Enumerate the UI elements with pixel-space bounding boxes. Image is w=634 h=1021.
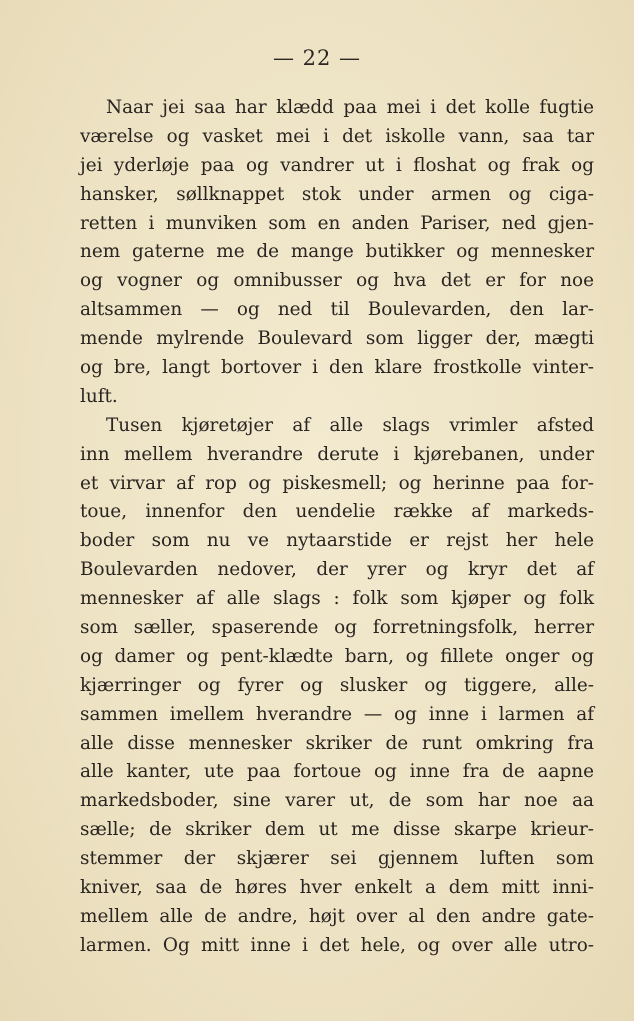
text-line: sælle; de skriker dem ut me disse skarpe krieur- bbox=[80, 819, 594, 841]
text-line: og bre, langt bortover i den klare frostkolle vinter- bbox=[80, 357, 594, 379]
text-line: mende mylrende Boulevard som ligger der, mægti bbox=[80, 328, 594, 350]
text-line: Tusen kjøretøjer af alle slags vrimler afsted bbox=[106, 414, 594, 436]
text-line: alle disse mennesker skriker de runt omkring fra bbox=[80, 732, 594, 754]
text-line: boder som nu ve nytaarstide er rejst her hele bbox=[80, 530, 594, 552]
text-line: toue, innenfor den uendelie række af markeds- bbox=[80, 501, 594, 523]
text-line: og vogner og omnibusser og hva det er for noe bbox=[80, 270, 594, 292]
text-line: mennesker af alle slags : folk som kjøper og folk bbox=[80, 588, 594, 610]
text-line: altsammen — og ned til Boulevarden, den lar- bbox=[80, 299, 594, 321]
text-line: mellem alle de andre, højt over al den andre gate- bbox=[80, 905, 594, 927]
text-line: alle kanter, ute paa fortoue og inne fra de aapne bbox=[80, 761, 594, 783]
text-line: larmen. Og mitt inne i det hele, og over alle utro- bbox=[80, 934, 594, 956]
text-line: Naar jei saa har klædd paa mei i det kolle fugtie bbox=[106, 97, 594, 118]
text-line: som sæller, spaserende og forretningsfolk, herrer bbox=[80, 617, 594, 639]
text-line: sammen imellem hverandre — og inne i larmen af bbox=[80, 703, 594, 725]
text-line: kjærringer og fyrer og slusker og tiggere, alle- bbox=[80, 674, 594, 696]
text-line: markedsboder, sine varer ut, de som har noe aa bbox=[80, 790, 594, 812]
text-line: Boulevarden nedover, der yrer og kryr det af bbox=[80, 559, 594, 581]
text-line: nem gaterne me de mange butikker og mennesker bbox=[80, 241, 594, 263]
page-number: — 22 — bbox=[272, 46, 362, 70]
text-line: retten i munviken som en anden Pariser, ned gjen- bbox=[80, 212, 594, 234]
body-text bbox=[80, 94, 594, 961]
text-line: kniver, saa de høres hver enkelt a dem mitt inni- bbox=[80, 877, 594, 899]
text-line: jei yderløje paa og vandrer ut i floshat og frak og bbox=[80, 154, 594, 176]
text-line: et virvar af rop og piskesmell; og herinne paa for- bbox=[80, 472, 594, 494]
text-line: stemmer der skjærer sei gjennem luften som bbox=[80, 848, 594, 870]
text-line: værelse og vasket mei i det iskolle vann, saa tar bbox=[80, 125, 594, 147]
text-line: luft. bbox=[80, 385, 118, 407]
text-line: hansker, søllknappet stok under armen og ciga- bbox=[80, 183, 594, 205]
text-line: og damer og pent-klædte barn, og fillete onger og bbox=[80, 645, 594, 667]
text-line: inn mellem hverandre derute i kjørebanen, under bbox=[80, 443, 594, 465]
